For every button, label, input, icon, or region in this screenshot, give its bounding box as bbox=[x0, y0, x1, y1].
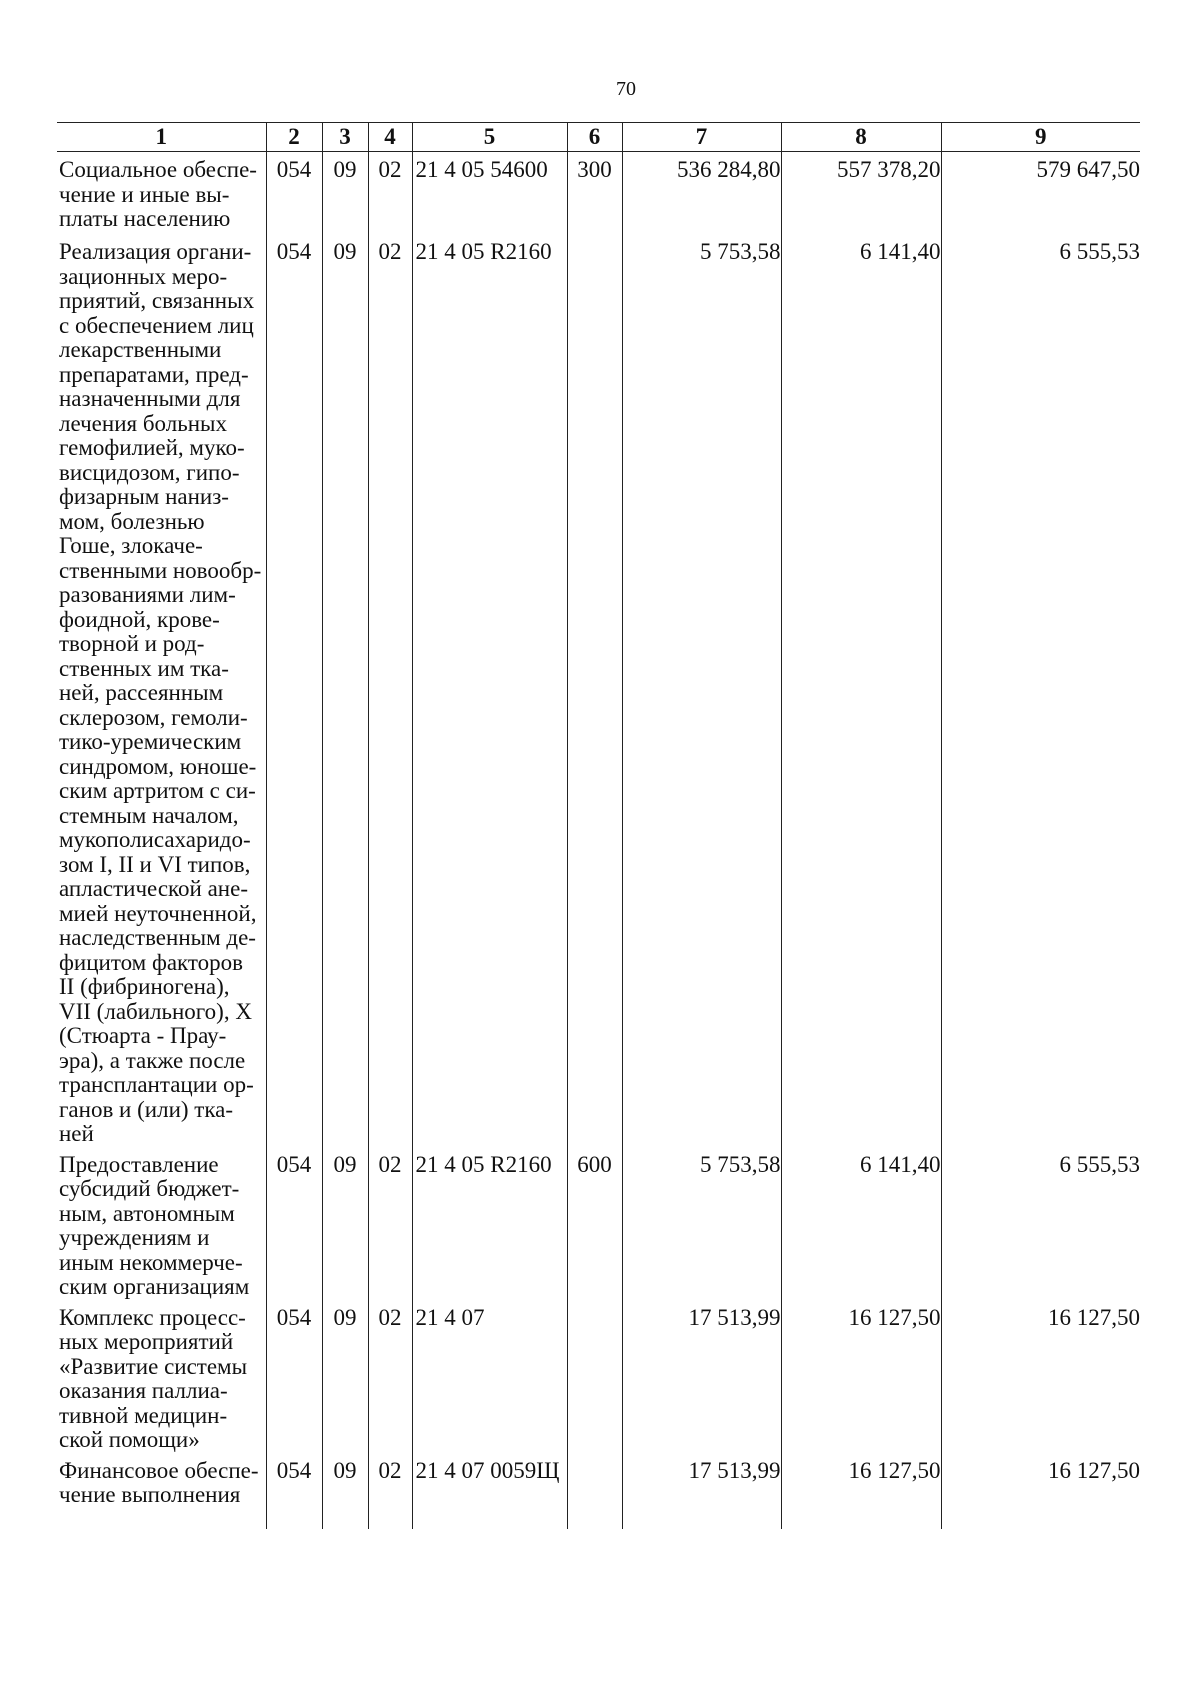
cell-subsection: 02 bbox=[368, 234, 412, 1147]
table-row bbox=[57, 1147, 1140, 1300]
cell-amount-year2: 6 141,40 bbox=[781, 1147, 941, 1300]
table-row bbox=[57, 234, 1140, 1147]
cell-admin-code: 054 bbox=[266, 1147, 322, 1300]
cell-target-article: 21 4 07 bbox=[412, 1300, 567, 1453]
cell-admin-code: 054 bbox=[266, 1300, 322, 1453]
table-header-row bbox=[57, 123, 1140, 152]
column-header: 7 bbox=[622, 123, 781, 152]
cell-amount-year2: 6 141,40 bbox=[781, 234, 941, 1147]
cell-expense-type: 600 bbox=[567, 1147, 622, 1300]
table-row bbox=[57, 152, 1140, 235]
cell-section: 09 bbox=[322, 1453, 368, 1529]
column-header: 2 bbox=[266, 123, 322, 152]
cell-amount-year2: 16 127,50 bbox=[781, 1453, 941, 1529]
cell-amount-year3: 6 555,53 bbox=[941, 234, 1140, 1147]
cell-target-article: 21 4 05 54600 bbox=[412, 152, 567, 235]
table-row bbox=[57, 1453, 1140, 1529]
cell-expense-type bbox=[567, 1453, 622, 1529]
column-header: 4 bbox=[368, 123, 412, 152]
cell-amount-year1: 5 753,58 bbox=[622, 234, 781, 1147]
cell-amount-year1: 17 513,99 bbox=[622, 1453, 781, 1529]
cell-amount-year2: 16 127,50 bbox=[781, 1300, 941, 1453]
cell-amount-year3: 16 127,50 bbox=[941, 1300, 1140, 1453]
cell-amount-year2: 557 378,20 bbox=[781, 152, 941, 235]
row-name: Социальное обеспе- чение и иные вы- платы населению bbox=[59, 157, 257, 231]
cell-amount-year1: 17 513,99 bbox=[622, 1300, 781, 1453]
column-header: 6 bbox=[567, 123, 622, 152]
column-header: 8 bbox=[781, 123, 941, 152]
column-header: 3 bbox=[322, 123, 368, 152]
cell-amount-year1: 5 753,58 bbox=[622, 1147, 781, 1300]
page-number: 70 bbox=[616, 78, 636, 100]
cell-section: 09 bbox=[322, 1300, 368, 1453]
cell-amount-year1: 536 284,80 bbox=[622, 152, 781, 235]
row-name: Финансовое обеспе- чение выполнения bbox=[59, 1457, 259, 1507]
cell-expense-type: 300 bbox=[567, 152, 622, 235]
cell-admin-code: 054 bbox=[266, 152, 322, 235]
cell-subsection: 02 bbox=[368, 152, 412, 235]
row-name: Реализация органи- зационных меро- приятий, связанных с обеспечением лиц лекарственными препаратами, пред- назначенными для лечения больных гемофилией, муко- висцидозом, гипо- физарным наниз- мом, болезнью Гоше, злокаче- ственными новообр- разованиями лим- фоидной, крове- творной и род- ственных им тка- ней, рассеянным склерозом, гемоли- тико-уремическим синдромом, юноше- ским артритом с си- стемным началом, мукополисахаридо- зом I, II и VI типов, апластической ане- мией неуточненной, наследственным де- фицитом факторов II (фибриногена), VII (лабильного), X (Стюарта - Прау- эра), а также после трансплантации ор- ганов и (или) тка- ней bbox=[59, 239, 262, 1146]
cell-admin-code: 054 bbox=[266, 234, 322, 1147]
cell-subsection: 02 bbox=[368, 1300, 412, 1453]
table-row bbox=[57, 1300, 1140, 1453]
cell-amount-year3: 579 647,50 bbox=[941, 152, 1140, 235]
row-name: Предоставление субсидий бюджет- ным, автономным учреждениям и иным некоммерче- ским организациям bbox=[59, 1151, 250, 1299]
row-name: Комплекс процесс- ных мероприятий «Развитие системы оказания паллиа- тивной медицин- ской помощи» bbox=[59, 1304, 248, 1452]
cell-target-article: 21 4 05 R2160 bbox=[412, 234, 567, 1147]
cell-admin-code: 054 bbox=[266, 1453, 322, 1529]
cell-section: 09 bbox=[322, 1147, 368, 1300]
cell-target-article: 21 4 07 0059Щ bbox=[412, 1453, 567, 1529]
column-header: 9 bbox=[941, 123, 1140, 152]
column-header: 1 bbox=[57, 123, 266, 152]
cell-amount-year3: 6 555,53 bbox=[941, 1147, 1140, 1300]
cell-section: 09 bbox=[322, 152, 368, 235]
cell-subsection: 02 bbox=[368, 1147, 412, 1300]
cell-expense-type bbox=[567, 1300, 622, 1453]
cell-amount-year3: 16 127,50 bbox=[941, 1453, 1140, 1529]
cell-expense-type bbox=[567, 234, 622, 1147]
cell-section: 09 bbox=[322, 234, 368, 1147]
cell-subsection: 02 bbox=[368, 1453, 412, 1529]
budget-table bbox=[57, 122, 1140, 1529]
column-header: 5 bbox=[412, 123, 567, 152]
cell-target-article: 21 4 05 R2160 bbox=[412, 1147, 567, 1300]
